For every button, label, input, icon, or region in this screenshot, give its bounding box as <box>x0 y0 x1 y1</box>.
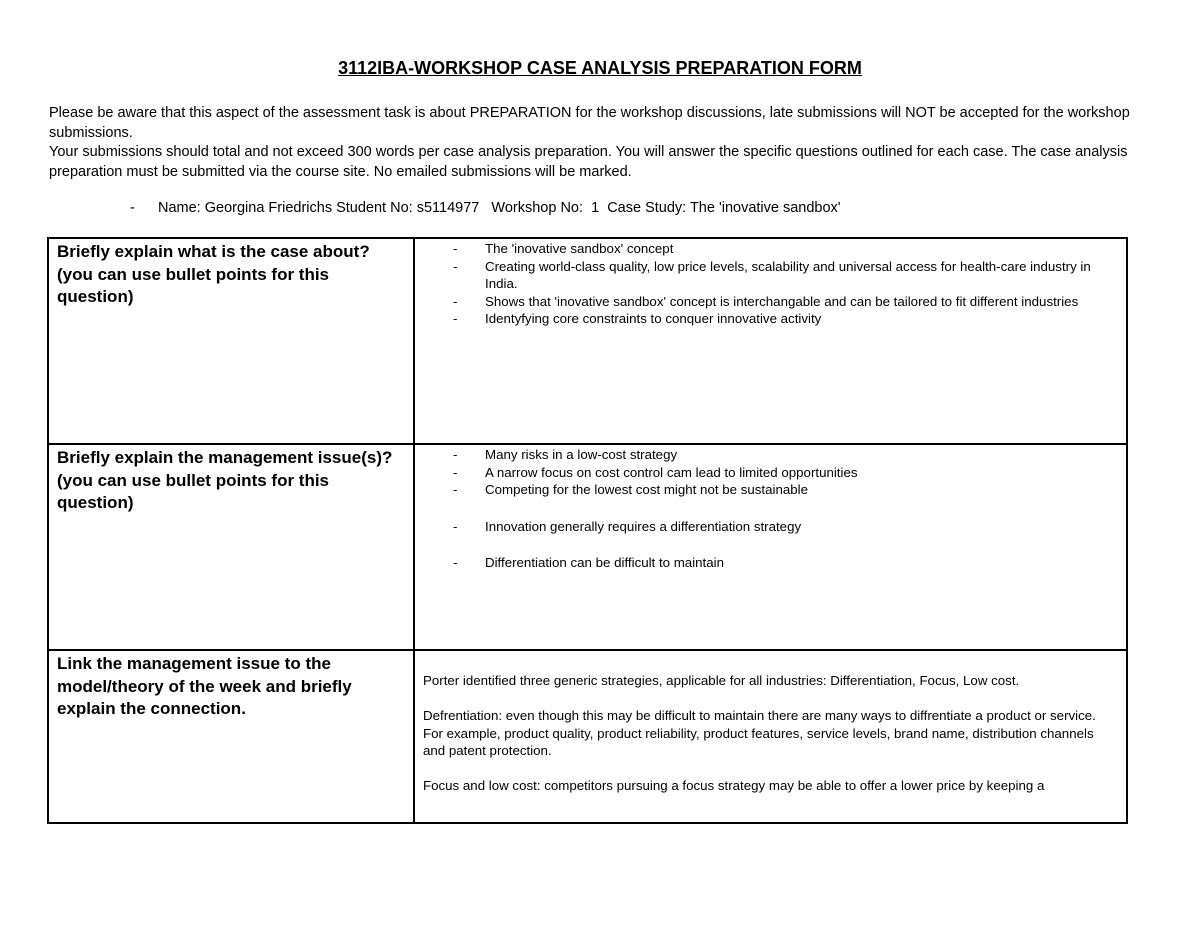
list-item: - Identyfying core constraints to conquer innovative activity <box>446 310 1118 328</box>
question-cell <box>48 444 414 650</box>
list-item: - Shows that 'inovative sandbox' concept is interchangable and can be tailored to fit different industries <box>446 293 1118 311</box>
list-item: - Innovation generally requires a differentiation strategy <box>446 518 1118 536</box>
case-analysis-table <box>47 237 1128 824</box>
table-row <box>48 444 1127 650</box>
list-item: - Creating world-class quality, low price levels, scalability and universal access for health-care industry in India. <box>446 258 1118 293</box>
question-text: Briefly explain what is the case about? (you can use bullet points for this question) <box>57 242 370 306</box>
list-item: - The 'inovative sandbox' concept <box>446 240 1118 258</box>
table-row <box>48 650 1127 823</box>
list-item: - Differentiation can be difficult to maintain <box>446 554 1118 572</box>
question-cell <box>48 238 414 444</box>
answer-cell <box>414 238 1127 444</box>
intro-text <box>49 104 1139 182</box>
question-text: Briefly explain the management issue(s)? (you can use bullet points for this question) <box>57 448 393 512</box>
question-cell <box>48 650 414 823</box>
student-info-text: Name: Georgina Friedrichs Student No: s5114977 Workshop No: 1 Case Study: The 'inovative sandbox' <box>158 200 841 216</box>
answer-list <box>423 240 1118 328</box>
table-row <box>48 238 1127 444</box>
question-text: Link the management issue to the model/theory of the week and briefly explain the connection. <box>57 654 352 718</box>
list-item: - A narrow focus on cost control cam lead to limited opportunities <box>446 464 1118 482</box>
answer-list <box>423 446 1118 572</box>
answer-paragraph: Porter identified three generic strategies, applicable for all industries: Differentiation, Focus, Low cost. <box>423 673 1020 688</box>
answer-cell <box>414 650 1127 823</box>
list-item: - Competing for the lowest cost might not be sustainable <box>446 481 1118 499</box>
page-title: 3112IBA-WORKSHOP CASE ANALYSIS PREPARATION FORM <box>338 58 862 78</box>
answer-paragraph: Defrentiation: even though this may be difficult to maintain there are many ways to diffrentiate a product or service. For example, product quality, product reliability, product features, service levels, brand name, distribution channels and patent protection. <box>423 708 1096 758</box>
answer-paragraph: Focus and low cost: competitors pursuing a focus strategy may be able to offer a lower price by keeping a <box>423 778 1045 793</box>
intro-paragraph: Please be aware that this aspect of the assessment task is about PREPARATION for the workshop discussions, late submissions will NOT be accepted for the workshop submissions. <box>49 105 1130 141</box>
intro-paragraph: Your submissions should total and not exceed 300 words per case analysis preparation. You will answer the specific questions outlined for each case. The case analysis preparation must be submitted via the course site. No emailed submissions will be marked. <box>49 144 1128 180</box>
list-item: - Many risks in a low-cost strategy <box>446 446 1118 464</box>
answer-cell <box>414 444 1127 650</box>
student-info: - Name: Georgina Friedrichs Student No: s5114977 Workshop No: 1 Case Study: The 'inovative sandbox' <box>130 200 841 216</box>
